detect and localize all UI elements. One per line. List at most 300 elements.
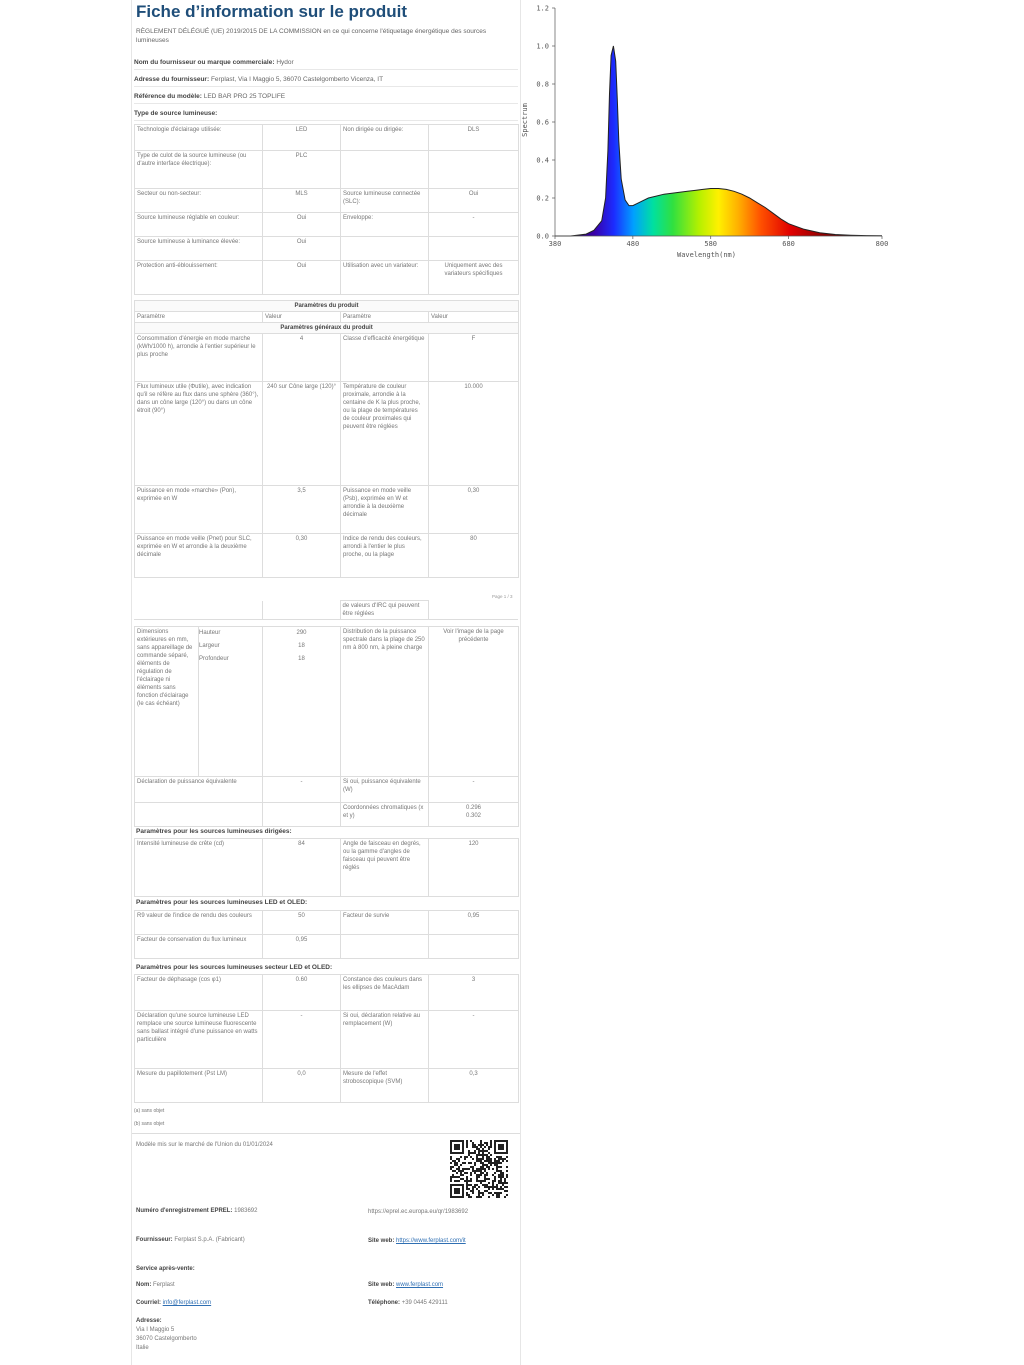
dimension-height-label: Hauteur: [199, 630, 221, 636]
qr-module: [490, 1140, 492, 1142]
qr-module: [454, 1162, 456, 1164]
qr-module: [474, 1144, 476, 1146]
qr-module: [472, 1168, 474, 1170]
qr-module: [486, 1150, 488, 1152]
mains-source-row: [135, 975, 519, 1011]
general-param-value: F: [429, 334, 519, 382]
qr-module: [450, 1180, 452, 1182]
qr-module: [478, 1192, 480, 1194]
mains-source-parameter: Mesure du papillotement (Pst LM): [135, 1069, 263, 1103]
qr-module: [480, 1172, 482, 1174]
qr-module: [474, 1146, 476, 1148]
directed-sources-rows: [135, 839, 519, 897]
qr-module: [494, 1192, 496, 1194]
qr-module: [486, 1178, 488, 1180]
equivalent-power-row: [135, 777, 519, 803]
equivalent-power-table: [134, 776, 519, 827]
equivalent-power-parameter: [135, 803, 263, 827]
qr-module: [490, 1160, 492, 1162]
qr-module: [488, 1160, 490, 1162]
model-reference-value: LED BAR PRO 25 TOPLIFE: [203, 93, 286, 100]
dimensions-table: [134, 626, 519, 777]
qr-module: [472, 1190, 474, 1192]
qr-module: [506, 1160, 508, 1162]
qr-module: [502, 1184, 504, 1186]
qr-module: [500, 1176, 502, 1178]
qr-module: [494, 1172, 496, 1174]
qr-module: [460, 1164, 462, 1166]
equivalent-power-value: [263, 803, 341, 827]
column-header-value: Valeur: [263, 312, 341, 323]
directed-source-parameter: Angle de faisceau en degrés, ou la gamme d'angles de faisceau qui peuvent être réglés: [341, 839, 429, 897]
qr-module: [500, 1158, 502, 1160]
qr-module: [454, 1164, 456, 1166]
qr-module: [494, 1160, 496, 1162]
mains-source-value: 0.60: [263, 975, 341, 1011]
qr-module: [472, 1144, 474, 1146]
product-parameters-header: Paramètres du produit: [135, 301, 519, 312]
qr-module: [450, 1166, 452, 1168]
mains-source-parameter: Constance des couleurs dans les ellipses de MacAdam: [341, 975, 429, 1011]
y-tick-label: 0.0: [536, 232, 549, 241]
mains-source-value: -: [429, 1011, 519, 1069]
qr-module: [500, 1172, 502, 1174]
qr-module: [450, 1162, 452, 1164]
supplier-address-value: Ferplast, Via I Maggio 5, 36070 Castelgomberto Vicenza, IT: [210, 76, 384, 83]
qr-module: [466, 1188, 468, 1190]
qr-module: [476, 1170, 478, 1172]
qr-module: [488, 1148, 490, 1150]
footnote-b: (b) sans objet: [134, 1121, 165, 1127]
led-sources-table: [134, 910, 519, 959]
qr-module: [498, 1174, 500, 1176]
qr-module: [502, 1172, 504, 1174]
equivalent-power-rows: [135, 777, 519, 827]
supplier-value: Ferplast S.p.A. (Fabricant): [174, 1237, 245, 1243]
led-source-value: 0,95: [263, 935, 341, 959]
equivalent-power-value: -: [263, 777, 341, 803]
qr-module: [500, 1166, 502, 1168]
qr-module: [484, 1154, 486, 1156]
y-tick-label: 0.4: [536, 156, 549, 165]
qr-module: [492, 1162, 494, 1164]
directed-sources-header: Paramètres pour les sources lumineuses dirigées:: [136, 828, 292, 835]
mains-sources-header: Paramètres pour les sources lumineuses secteur LED et OLED:: [136, 964, 333, 971]
sheet-title: Fiche d’information sur le produit: [136, 2, 408, 21]
led-source-parameter: Facteur de conservation du flux lumineux: [135, 935, 263, 959]
general-param-row: [135, 534, 519, 578]
email-link[interactable]: info@ferplast.com: [162, 1300, 212, 1306]
source-type-rows: [135, 125, 519, 295]
qr-finder-square: [454, 1144, 460, 1150]
qr-module: [476, 1148, 478, 1150]
source-type-parameter: [341, 237, 429, 261]
led-source-parameter: R9 valeur de l'indice de rendu des couleurs: [135, 911, 263, 935]
qr-module: [478, 1186, 480, 1188]
qr-module: [492, 1182, 494, 1184]
y-tick-label: 1.2: [536, 4, 549, 13]
supplier-label: Fournisseur:: [136, 1237, 173, 1243]
source-type-parameter: [341, 151, 429, 189]
product-parameters-table: [134, 300, 519, 578]
general-param-value: 10.000: [429, 382, 519, 486]
qr-module: [468, 1196, 470, 1198]
qr-module: [488, 1196, 490, 1198]
qr-module: [480, 1158, 482, 1160]
qr-module: [476, 1184, 478, 1186]
website-link-1[interactable]: https://www.ferplast.com/it: [396, 1238, 466, 1244]
qr-module: [496, 1162, 498, 1164]
qr-module: [488, 1178, 490, 1180]
qr-module: [488, 1162, 490, 1164]
qr-module: [488, 1166, 490, 1168]
column-header-parameter-2: Paramètre: [341, 312, 429, 323]
qr-code-icon[interactable]: [450, 1140, 508, 1198]
qr-module: [456, 1180, 458, 1182]
led-source-value: [429, 935, 519, 959]
qr-module: [466, 1180, 468, 1182]
qr-module: [496, 1196, 498, 1198]
source-type-row: [135, 237, 519, 261]
qr-module: [498, 1180, 500, 1182]
qr-module: [492, 1168, 494, 1170]
service-name-label: Nom:: [136, 1282, 152, 1288]
service-name-row: [136, 1282, 175, 1288]
qr-module: [500, 1178, 502, 1180]
qr-module: [490, 1144, 492, 1146]
qr-module: [496, 1188, 498, 1190]
qr-module: [466, 1142, 468, 1144]
supplier-name-row: [134, 57, 518, 70]
source-type-value: Oui: [263, 213, 341, 237]
qr-module: [452, 1170, 454, 1172]
qr-module: [482, 1148, 484, 1150]
qr-module: [480, 1170, 482, 1172]
address-line-1: Via I Maggio 5: [136, 1327, 175, 1333]
x-axis-title: Wavelength(nm): [676, 251, 737, 259]
qr-module: [458, 1168, 460, 1170]
qr-module: [492, 1174, 494, 1176]
qr-module: [498, 1162, 500, 1164]
qr-module: [492, 1186, 494, 1188]
qr-module: [456, 1172, 458, 1174]
equivalent-power-parameter: Déclaration de puissance équivalente: [135, 777, 263, 803]
qr-module: [478, 1152, 480, 1154]
led-source-parameter: [341, 935, 429, 959]
website-row-1: [368, 1237, 508, 1246]
general-param-parameter: Consommation d'énergie en mode marche (kWh/1000 h), arrondie à l'entier supérieur le plus proche: [135, 334, 263, 382]
qr-module: [488, 1192, 490, 1194]
qr-module: [502, 1176, 504, 1178]
qr-module: [484, 1168, 486, 1170]
qr-module: [460, 1174, 462, 1176]
qr-module: [498, 1196, 500, 1198]
qr-module: [486, 1156, 488, 1158]
qr-module: [452, 1166, 454, 1168]
qr-module: [486, 1172, 488, 1174]
model-reference-label: Référence du modèle:: [134, 93, 202, 100]
product-information-sheet: [131, 0, 521, 1365]
qr-module: [450, 1168, 452, 1170]
mains-sources-rows: [135, 975, 519, 1103]
qr-module: [502, 1174, 504, 1176]
website-label-2: Site web:: [368, 1282, 395, 1288]
email-row: [136, 1300, 211, 1306]
dimension-height-value: 290: [296, 630, 307, 636]
qr-module: [474, 1150, 476, 1152]
general-param-value: 0,30: [429, 486, 519, 534]
qr-module: [480, 1174, 482, 1176]
qr-module: [476, 1146, 478, 1148]
qr-module: [488, 1158, 490, 1160]
qr-module: [472, 1158, 474, 1160]
source-type-parameter: Protection anti-éblouissement:: [135, 261, 263, 295]
qr-module: [450, 1176, 452, 1178]
qr-module: [470, 1162, 472, 1164]
column-header-parameter: Paramètre: [135, 312, 263, 323]
y-tick-label: 0.6: [536, 118, 549, 127]
x-tick-label: 680: [782, 240, 795, 248]
qr-module: [500, 1188, 502, 1190]
general-parameters-rows: [135, 334, 519, 578]
general-param-value: 240 sur Cône large (120)°: [263, 382, 341, 486]
qr-module: [450, 1158, 452, 1160]
qr-module: [462, 1178, 464, 1180]
source-type-parameter: Enveloppe:: [341, 213, 429, 237]
qr-module: [480, 1150, 482, 1152]
eprel-label: Numéro d'enregistrement EPREL:: [136, 1208, 233, 1214]
qr-module: [470, 1184, 472, 1186]
qr-module: [476, 1176, 478, 1178]
qr-module: [470, 1166, 472, 1168]
qr-module: [498, 1192, 500, 1194]
qr-module: [468, 1154, 470, 1156]
general-param-parameter: Flux lumineux utile (Φutile), avec indication qu'il se réfère au flux dans une sphère (360°), dans un cône large (120°) ou dans un cône étroit (90°): [135, 382, 263, 486]
qr-module: [458, 1166, 460, 1168]
qr-module: [466, 1140, 468, 1142]
qr-module: [494, 1176, 496, 1178]
source-type-value: Oui: [263, 261, 341, 295]
qr-module: [482, 1166, 484, 1168]
directed-source-parameter: Intensité lumineuse de crête (cd): [135, 839, 263, 897]
qr-module: [460, 1178, 462, 1180]
qr-module: [506, 1176, 508, 1178]
qr-module: [486, 1166, 488, 1168]
mains-source-value: 0,3: [429, 1069, 519, 1103]
mains-source-row: [135, 1069, 519, 1103]
qr-module: [484, 1186, 486, 1188]
qr-module: [484, 1176, 486, 1178]
qr-module: [504, 1186, 506, 1188]
qr-module: [450, 1178, 452, 1180]
qr-module: [484, 1174, 486, 1176]
source-type-row: [135, 125, 519, 151]
qr-module: [496, 1168, 498, 1170]
qr-module: [482, 1164, 484, 1166]
email-label: Courriel:: [136, 1300, 162, 1306]
qr-module: [490, 1146, 492, 1148]
qr-module: [506, 1166, 508, 1168]
column-header-value-2: Valeur: [429, 312, 519, 323]
qr-module: [480, 1180, 482, 1182]
general-param-row: [135, 334, 519, 382]
qr-module: [494, 1186, 496, 1188]
qr-module: [480, 1182, 482, 1184]
source-type-parameter: Source lumineuse à luminance élevée:: [135, 237, 263, 261]
qr-module: [486, 1142, 488, 1144]
dimension-depth-label: Profondeur: [199, 656, 229, 662]
qr-module: [476, 1180, 478, 1182]
qr-module: [478, 1196, 480, 1198]
qr-module: [454, 1170, 456, 1172]
mains-source-row: [135, 1011, 519, 1069]
qr-module: [476, 1196, 478, 1198]
qr-module: [474, 1164, 476, 1166]
equivalent-power-row: [135, 803, 519, 827]
mains-source-value: 0,0: [263, 1069, 341, 1103]
qr-module: [482, 1150, 484, 1152]
qr-module: [478, 1168, 480, 1170]
source-type-value: [429, 151, 519, 189]
qr-module: [466, 1186, 468, 1188]
supplier-address-label: Adresse du fournisseur:: [134, 76, 210, 83]
qr-module: [500, 1170, 502, 1172]
chart-plot-area: [521, 5, 888, 260]
source-type-parameter: Source lumineuse connectée (SLC):: [341, 189, 429, 213]
qr-module: [478, 1190, 480, 1192]
source-type-row: [134, 108, 518, 121]
qr-module: [484, 1150, 486, 1152]
qr-module: [472, 1170, 474, 1172]
qr-module: [496, 1156, 498, 1158]
qr-module: [462, 1162, 464, 1164]
qr-module: [476, 1188, 478, 1190]
qr-module: [504, 1180, 506, 1182]
phone-row: [368, 1300, 448, 1306]
qr-module: [450, 1156, 452, 1158]
qr-module: [478, 1170, 480, 1172]
qr-module: [506, 1182, 508, 1184]
qr-module: [466, 1194, 468, 1196]
source-type-parameter: Source lumineuse réglable en couleur:: [135, 213, 263, 237]
qr-module: [506, 1190, 508, 1192]
qr-module: [502, 1160, 504, 1162]
qr-module: [488, 1146, 490, 1148]
qr-module: [474, 1152, 476, 1154]
qr-module: [456, 1164, 458, 1166]
supplier-address-row: [134, 74, 518, 87]
qr-module: [488, 1182, 490, 1184]
qr-module: [496, 1186, 498, 1188]
qr-module: [470, 1196, 472, 1198]
qr-module: [504, 1190, 506, 1192]
qr-module: [496, 1164, 498, 1166]
source-type-parameter: Technologie d'éclairage utilisée:: [135, 125, 263, 151]
qr-module: [498, 1176, 500, 1178]
qr-module: [470, 1156, 472, 1158]
qr-module: [490, 1142, 492, 1144]
qr-module: [476, 1178, 478, 1180]
qr-module: [480, 1168, 482, 1170]
qr-module: [486, 1174, 488, 1176]
source-type-value: Oui: [429, 189, 519, 213]
general-param-parameter: Température de couleur proximale, arrondie à la centaine de K la plus proche, ou la plage de températures de couleur proximales qui peuvent être réglées: [341, 382, 429, 486]
continuation-table: [134, 600, 518, 620]
qr-module: [486, 1144, 488, 1146]
qr-module: [506, 1170, 508, 1172]
qr-module: [488, 1152, 490, 1154]
eprel-url[interactable]: https://eprel.ec.europa.eu/qr/1983692: [368, 1209, 469, 1215]
qr-module: [470, 1172, 472, 1174]
source-type-value: Oui: [263, 237, 341, 261]
spectrum-fill: [555, 8, 882, 236]
qr-module: [498, 1188, 500, 1190]
website-link-2[interactable]: www.ferplast.com: [396, 1282, 444, 1288]
qr-module: [464, 1162, 466, 1164]
website-label-1: Site web:: [368, 1238, 395, 1244]
mains-source-value: -: [263, 1011, 341, 1069]
qr-module: [504, 1196, 506, 1198]
qr-module: [504, 1158, 506, 1160]
qr-module: [494, 1158, 496, 1160]
qr-module: [502, 1158, 504, 1160]
mains-source-value: 3: [429, 975, 519, 1011]
general-param-parameter: Puissance en mode veille (Psb), exprimée en W et arrondie à la deuxième décimale: [341, 486, 429, 534]
qr-module: [462, 1168, 464, 1170]
qr-module: [484, 1142, 486, 1144]
qr-finder-square: [454, 1188, 460, 1194]
spectral-distribution-value: Voir l'image de la page précédente: [429, 627, 519, 777]
qr-module: [480, 1166, 482, 1168]
qr-module: [482, 1180, 484, 1182]
eprel-number: 1983692: [234, 1208, 258, 1214]
qr-module: [454, 1180, 456, 1182]
qr-module: [462, 1170, 464, 1172]
general-param-parameter: Classe d'efficacité énergétique: [341, 334, 429, 382]
qr-module: [478, 1154, 480, 1156]
general-param-row: [135, 486, 519, 534]
qr-module: [472, 1146, 474, 1148]
qr-module: [466, 1192, 468, 1194]
qr-module: [494, 1178, 496, 1180]
general-param-value: 80: [429, 534, 519, 578]
qr-module: [470, 1180, 472, 1182]
general-param-parameter: Puissance en mode veille (Pnet) pour SLC, exprimée en W et arrondie à la deuxième décimale: [135, 534, 263, 578]
after-sales-label: Service après-vente:: [136, 1266, 195, 1272]
address-line-2: 36070 Castelgomberto: [136, 1336, 197, 1342]
website-row-2: [368, 1282, 443, 1288]
led-source-parameter: Facteur de survie: [341, 911, 429, 935]
regulation-reference: RÈGLEMENT DÉLÉGUÉ (UE) 2019/2015 DE LA COMMISSION en ce qui concerne l'étiquetage énergétique des sources lumineuses: [136, 28, 487, 44]
qr-module: [486, 1186, 488, 1188]
qr-module: [466, 1146, 468, 1148]
qr-module: [464, 1180, 466, 1182]
general-param-value: 4: [263, 334, 341, 382]
qr-module: [456, 1158, 458, 1160]
qr-module: [482, 1154, 484, 1156]
qr-module: [478, 1144, 480, 1146]
qr-module: [456, 1162, 458, 1164]
qr-module: [478, 1176, 480, 1178]
led-sources-header: Paramètres pour les sources lumineuses LED et OLED:: [136, 899, 308, 906]
qr-module: [472, 1152, 474, 1154]
qr-module: [482, 1168, 484, 1170]
directed-source-row: [135, 839, 519, 897]
qr-module: [466, 1176, 468, 1178]
qr-module: [468, 1152, 470, 1154]
qr-module: [482, 1192, 484, 1194]
qr-module: [490, 1164, 492, 1166]
